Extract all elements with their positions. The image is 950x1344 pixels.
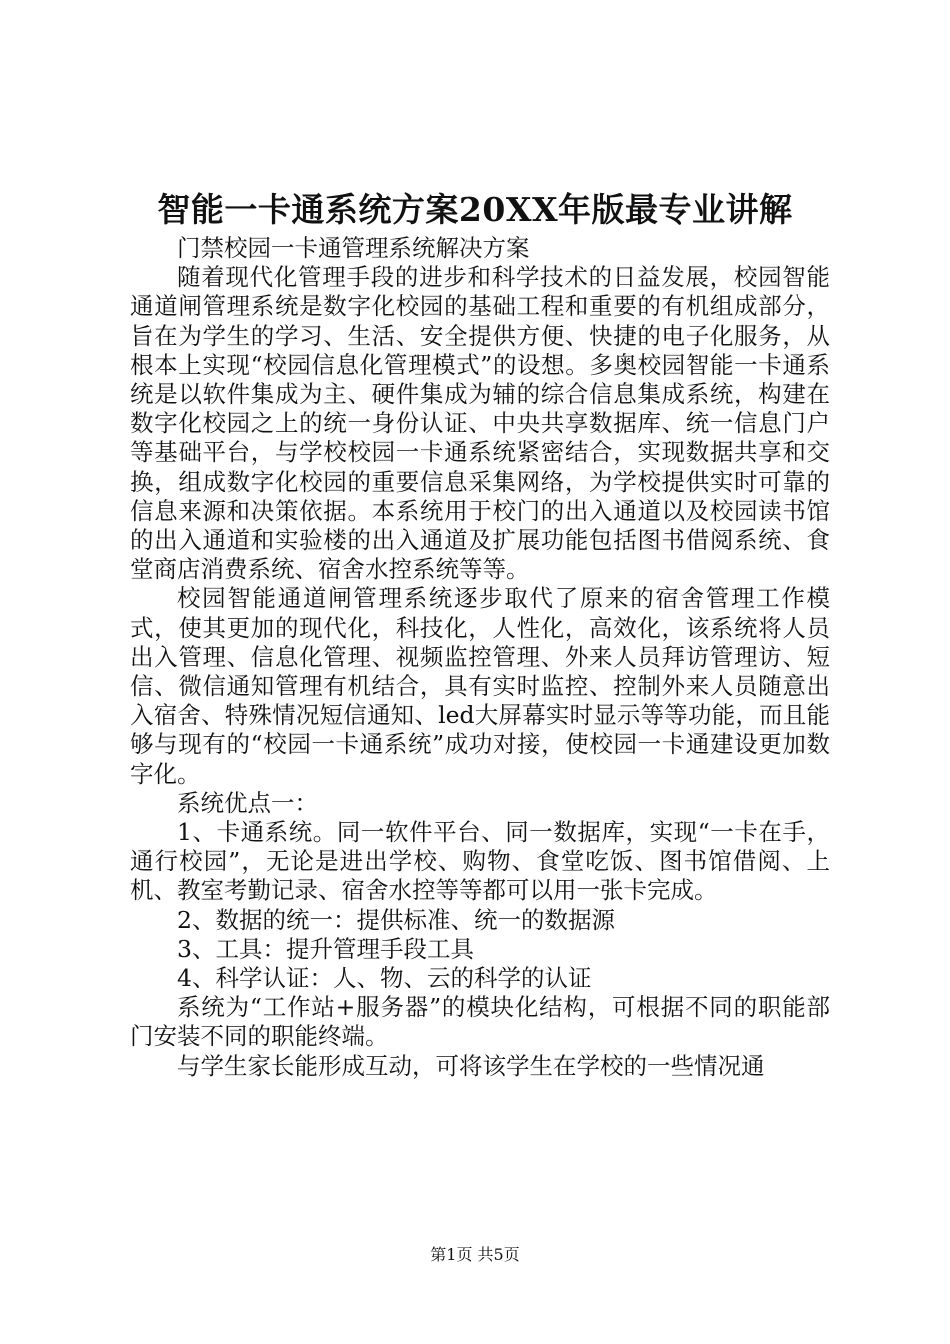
paragraph: 与学生家长能形成互动，可将该学生在学校的一些情况通 <box>177 1051 765 1080</box>
list-item: 3、工具：提升管理手段工具 <box>177 934 474 963</box>
paragraph: 校园智能通道闸管理系统逐步取代了原来的宿舍管理工作模式，使其更加的现代化，科技化，人性化，高效化，该系统将人员出入管理、信息化管理、视频监控管理、外来人员拜访管理访、短信、微信通知管理有机结合，具有实时监控、控制外来人员随意出入宿舍、特殊情况短信通知、led大屏幕实时显示等等功能，而且能够与现有的“校园一卡通系统”成功对接，使校园一卡通建设更加数字化。 <box>130 584 830 788</box>
paragraph: 随着现代化管理手段的进步和科学技术的日益发展，校园智能通道闸管理系统是数字化校园的基础工程和重要的有机组成部分，旨在为学生的学习、生活、安全提供方便、快捷的电子化服务，从根本上实现“校园信息化管理模式”的设想。多奥校园智能一卡通系统是以软件集成为主、硬件集成为辅的综合信息集成系统，构建在数字化校园之上的统一身份认证、中央共享数据库、统一信息门户等基础平台，与学校校园一卡通系统紧密结合，实现数据共享和交换，组成数字化校园的重要信息采集网络，为学校提供实时可靠的信息来源和决策依据。本系统用于校门的出入通道以及校园读书馆的出入通道和实验楼的出入通道及扩展功能包括图书借阅系统、食堂商店消费系统、宿舍水控系统等等。 <box>130 263 830 584</box>
page-number-footer: 第1页 共5页 <box>430 1245 520 1264</box>
document-body <box>130 234 830 1081</box>
paragraph-heading: 门禁校园一卡通管理系统解决方案 <box>177 234 530 262</box>
list-item: 1、卡通系统。同一软件平台、同一数据库，实现“一卡在手，通行校园”，无论是进出学校、购物、食堂吃饭、图书馆借阅、上机、教室考勤记录、宿舍水控等等都可以用一张卡完成。 <box>130 818 830 905</box>
paragraph-subheading: 系统优点一： <box>177 788 318 817</box>
list-item: 4、科学认证：人、物、云的科学的认证 <box>177 964 592 993</box>
list-item: 2、数据的统一：提供标准、统一的数据源 <box>177 905 615 934</box>
paragraph: 系统为“工作站+服务器”的模块化结构，可根据不同的职能部门安装不同的职能终端。 <box>130 993 830 1051</box>
document-title: 智能一卡通系统方案20XX年版最专业讲解 <box>157 190 793 229</box>
